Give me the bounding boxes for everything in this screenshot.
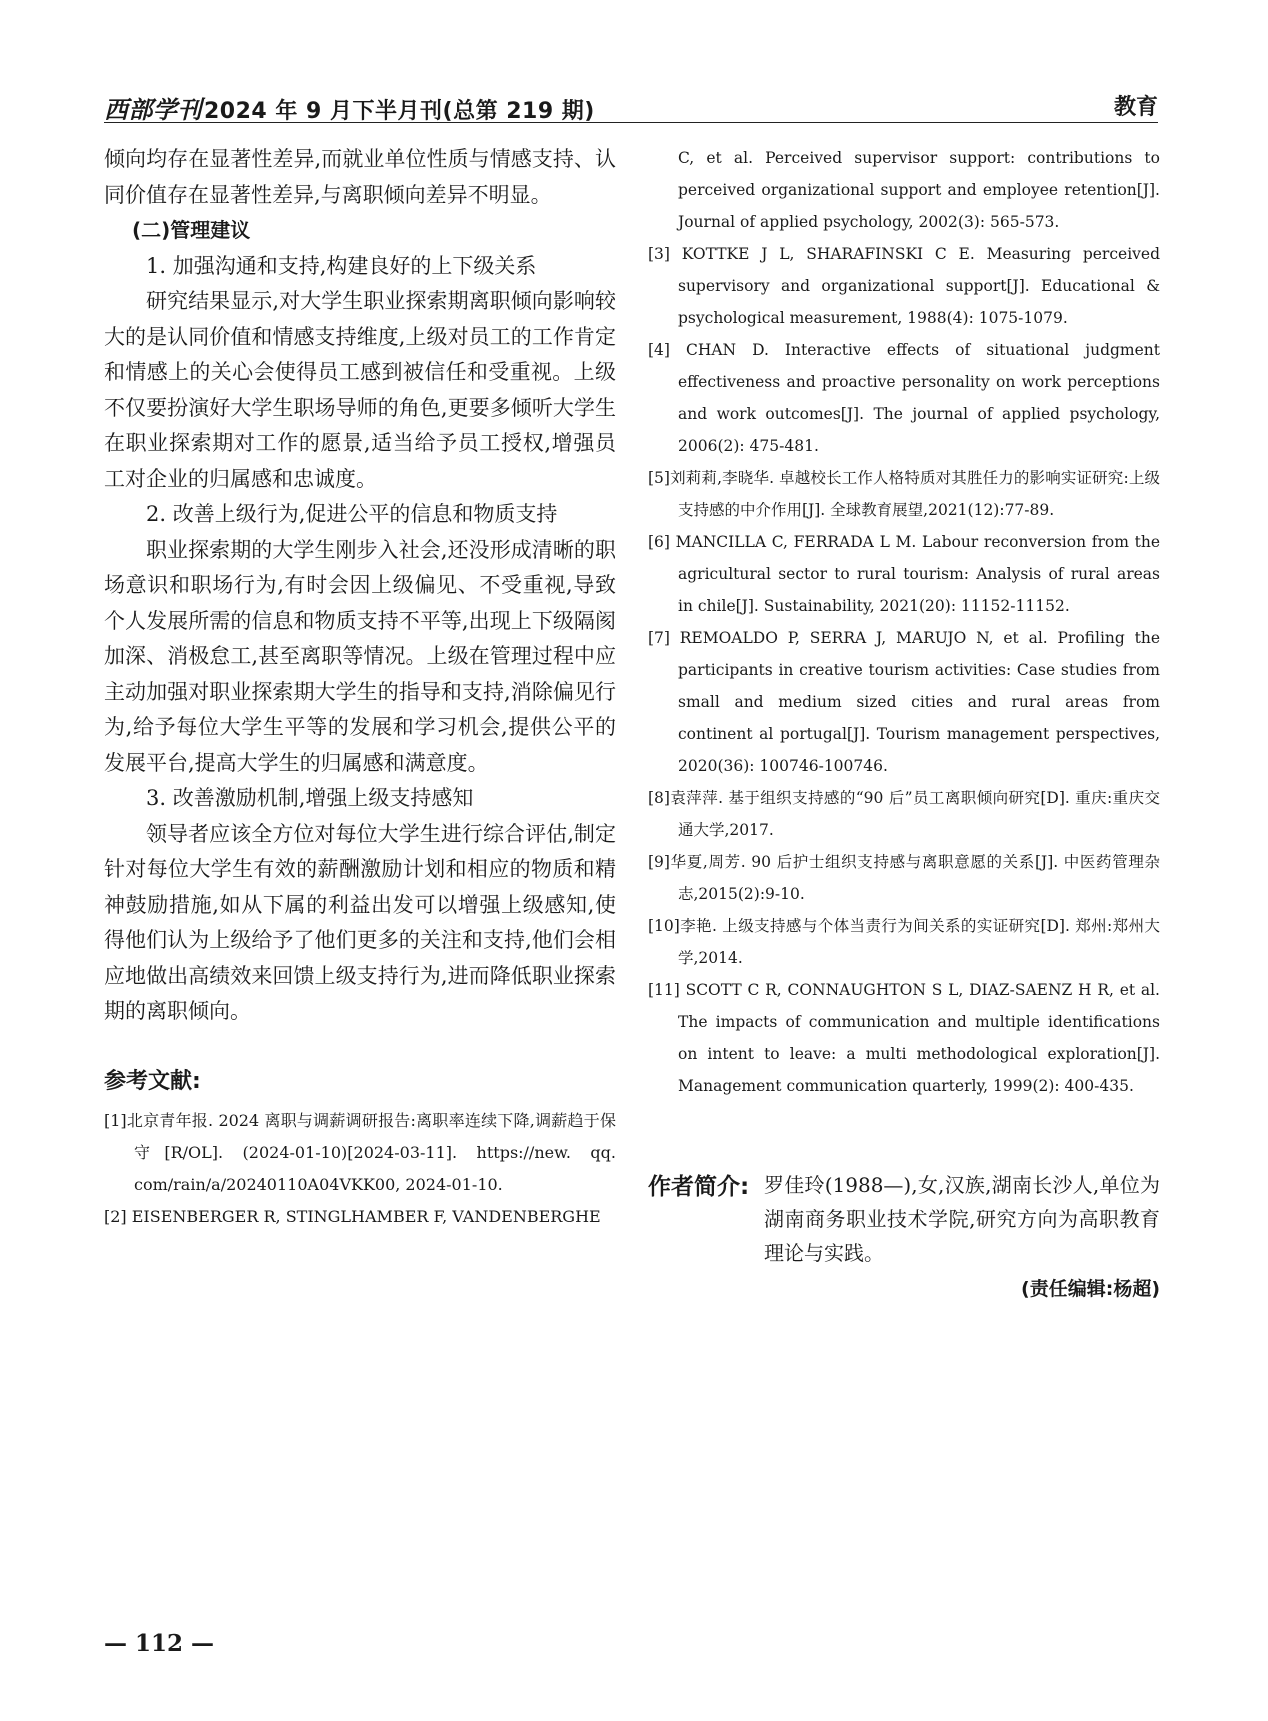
page-number: — 112 — <box>104 1630 215 1657</box>
reference-item: [3] KOTTKE J L, SHARAFINSKI C E. Measuring perceived supervisory and organizational support[J]. Educational & psychological measurement, 1988(4): 1075-1079. <box>648 245 1160 327</box>
reference-item: [1]北京青年报. 2024 离职与调薪调研报告:离职率连续下降,调薪趋于保守[R/OL]. (2024-01-10)[2024-03-11]. https://new. qq. com/rain/a/20240110A04VKK00, 2024-01-10. <box>104 1110 616 1194</box>
item3-title: 3. 改善激励机制,增强上级支持感知 <box>146 786 474 810</box>
author-bio <box>648 1168 1160 1301</box>
reference-item: [10]李艳. 上级支持感与个体当责行为间关系的实证研究[D]. 郑州:郑州大学,2014. <box>648 917 1160 967</box>
intro-paragraph: 倾向均存在显著性差异,而就业单位性质与情感支持、认同价值存在显著性差异,与离职倾向差异不明显。 <box>104 147 616 207</box>
issue-info: 2024 年 9 月下半月刊(总第 219 期) <box>204 99 595 124</box>
left-column <box>104 142 616 1233</box>
item2-body: 职业探索期的大学生刚步入社会,还没形成清晰的职场意识和职场行为,有时会因上级偏见、不受重视,导致个人发展所需的信息和物质支持不平等,出现上下级隔阂加深、消极怠工,甚至离职等情况。上级在管理过程中应主动加强对职业探索期大学生的指导和支持,消除偏见行为,给予每位大学生平等的发展和学习机会,提供公平的发展平台,提高大学生的归属感和满意度。 <box>104 537 616 775</box>
reference-item: [11] SCOTT C R, CONNAUGHTON S L, DIAZ-SAENZ H R, et al. The impacts of communication and multiple identifications on intent to leave: a multi methodological exploration[J]. Management communication quarterly, 1999(2): 400-435. <box>648 981 1160 1095</box>
header-rule <box>104 122 1158 123</box>
reference-item: [4] CHAN D. Interactive effects of situational judgment effectiveness and proactive personality on work perceptions and work outcomes[J]. The journal of applied psychology, 2006(2): 475-481. <box>648 341 1160 455</box>
item1-body: 研究结果显示,对大学生职业探索期离职倾向影响较大的是认同价值和情感支持维度,上级对员工的工作肯定和情感上的关心会使得员工感到被信任和受重视。上级不仅要扮演好大学生职场导师的角色,更要多倾听大学生在职业探索期对工作的愿景,适当给予员工授权,增强员工对企业的归属感和忠诚度。 <box>104 289 616 491</box>
reference-item: [6] MANCILLA C, FERRADA L M. Labour reconversion from the agricultural sector to rural tourism: Analysis of rural areas in chile[J]. Sustainability, 2021(20): 11152-11152. <box>648 533 1160 615</box>
reference-item: [9]华夏,周芳. 90 后护士组织支持感与离职意愿的关系[J]. 中医药管理杂志,2015(2):9-10. <box>648 853 1160 903</box>
journal-logo: 西部学刊 <box>104 95 202 124</box>
right-column <box>648 142 1160 1102</box>
author-bio-text: 罗佳玲(1988—),女,汉族,湖南长沙人,单位为湖南商务职业技术学院,研究方向为高职教育理论与实践。 <box>764 1173 1160 1265</box>
reference-item: [5]刘莉莉,李晓华. 卓越校长工作人格特质对其胜任力的影响实证研究:上级支持感的中介作用[J]. 全球教育展望,2021(12):77-89. <box>648 469 1160 519</box>
author-bio-label: 作者简介: <box>648 1174 750 1200</box>
item2-title: 2. 改善上级行为,促进公平的信息和物质支持 <box>146 502 558 526</box>
item1-title: 1. 加强沟通和支持,构建良好的上下级关系 <box>146 253 537 278</box>
references-title: 参考文献: <box>104 1068 201 1094</box>
section-label: 教育 <box>1113 95 1158 120</box>
responsible-editor: (责任编辑:杨超) <box>1021 1278 1160 1300</box>
subsection-title: (二)管理建议 <box>132 218 251 242</box>
reference-item-continued: C, et al. Perceived supervisor support: contributions to perceived organizational support and employee retention[J]. Journal of applied psychology, 2002(3): 565-573. <box>678 149 1160 231</box>
reference-item: [8]袁萍萍. 基于组织支持感的“90 后”员工离职倾向研究[D]. 重庆:重庆交通大学,2017. <box>648 789 1160 839</box>
journal-masthead <box>104 90 595 125</box>
page-header <box>104 84 1158 124</box>
reference-item: [2] EISENBERGER R, STINGLHAMBER F, VANDENBERGHE <box>104 1206 601 1226</box>
item3-body: 领导者应该全方位对每位大学生进行综合评估,制定针对每位大学生有效的薪酬激励计划和相应的物质和精神鼓励措施,如从下属的利益出发可以增强上级感知,使得他们认为上级给予了他们更多的关注和支持,他们会相应地做出高绩效来回馈上级支持行为,进而降低职业探索期的离职倾向。 <box>104 821 616 1023</box>
reference-item: [7] REMOALDO P, SERRA J, MARUJO N, et al. Profiling the participants in creative tourism activities: Case studies from small and medium sized cities and rural areas from continent al portugal[J]. Tourism management perspectives, 2020(36): 100746-100746. <box>648 629 1160 775</box>
